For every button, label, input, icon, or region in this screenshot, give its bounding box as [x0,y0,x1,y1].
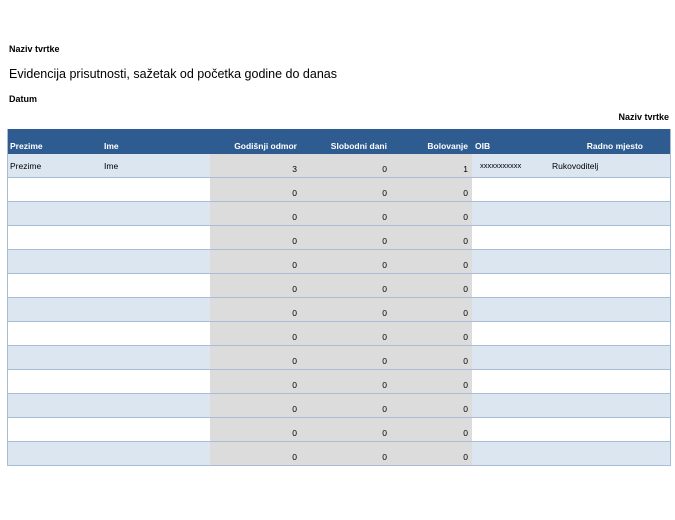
cell-slobodni-dani[interactable]: 0 [300,250,390,273]
cell-prezime[interactable] [8,178,104,201]
cell-radno-mjesto[interactable] [540,274,668,297]
cell-oib[interactable] [472,394,540,417]
cell-godisnji-odmor[interactable]: 0 [210,346,300,369]
cell-ime[interactable] [104,394,210,417]
cell-godisnji-odmor[interactable]: 0 [210,442,300,465]
cell-prezime[interactable] [8,250,104,273]
cell-godisnji-odmor[interactable]: 0 [210,418,300,441]
cell-ime[interactable] [104,250,210,273]
cell-oib[interactable] [472,202,540,225]
cell-godisnji-odmor[interactable]: 0 [210,250,300,273]
table-body [8,154,670,466]
cell-bolovanje[interactable]: 0 [390,394,472,417]
cell-slobodni-dani[interactable]: 0 [300,298,390,321]
table-row [8,154,670,178]
cell-radno-mjesto[interactable] [540,442,668,465]
table-row [8,418,670,442]
cell-oib[interactable] [472,274,540,297]
cell-radno-mjesto[interactable] [540,226,668,249]
table-row [8,322,670,346]
cell-slobodni-dani[interactable]: 0 [300,418,390,441]
cell-oib[interactable] [472,250,540,273]
cell-prezime[interactable] [8,418,104,441]
cell-godisnji-odmor[interactable]: 0 [210,298,300,321]
cell-oib[interactable] [472,370,540,393]
cell-godisnji-odmor[interactable]: 0 [210,394,300,417]
cell-slobodni-dani[interactable]: 0 [300,202,390,225]
table-row [8,394,670,418]
cell-oib[interactable] [472,298,540,321]
table-row [8,274,670,298]
table-row [8,346,670,370]
cell-ime[interactable] [104,418,210,441]
cell-ime[interactable] [104,442,210,465]
cell-slobodni-dani[interactable]: 0 [300,226,390,249]
cell-slobodni-dani[interactable]: 0 [300,178,390,201]
cell-radno-mjesto[interactable] [540,298,668,321]
column-header-ime[interactable]: Ime [104,141,119,151]
cell-radno-mjesto[interactable] [540,202,668,225]
table-row [8,202,670,226]
table-row [8,226,670,250]
cell-slobodni-dani[interactable]: 0 [300,442,390,465]
cell-radno-mjesto[interactable] [540,322,668,345]
cell-bolovanje[interactable]: 0 [390,346,472,369]
cell-prezime[interactable]: Prezime [10,160,42,171]
cell-slobodni-dani[interactable]: 0 [300,370,390,393]
cell-prezime[interactable] [8,346,104,369]
cell-godisnji-odmor[interactable]: 0 [210,178,300,201]
cell-ime[interactable]: Ime [104,160,119,171]
cell-prezime[interactable] [8,322,104,345]
cell-slobodni-dani[interactable]: 0 [300,274,390,297]
cell-ime[interactable] [104,298,210,321]
cell-godisnji-odmor[interactable]: 0 [210,370,300,393]
report-title: Evidencija prisutnosti, sažetak od početka godine do danas [9,67,337,81]
column-header-prezime[interactable]: Prezime [10,141,43,151]
column-header-radno-mjesto[interactable]: Radno mjesto [586,141,643,151]
cell-ime[interactable] [104,226,210,249]
cell-oib[interactable]: xxxxxxxxxxx [480,161,522,170]
cell-oib[interactable] [472,322,540,345]
table-row [8,442,670,466]
attendance-table [7,129,671,466]
table-row [8,298,670,322]
cell-radno-mjesto[interactable] [540,250,668,273]
cell-bolovanje[interactable]: 0 [390,298,472,321]
column-header-oib[interactable]: OIB [475,141,491,151]
cell-prezime[interactable] [8,274,104,297]
table-row [8,370,670,394]
cell-radno-mjesto[interactable] [540,418,668,441]
cell-oib[interactable] [472,346,540,369]
cell-godisnji-odmor[interactable]: 0 [210,322,300,345]
cell-oib[interactable] [472,226,540,249]
cell-slobodni-dani[interactable]: 0 [300,322,390,345]
cell-bolovanje[interactable]: 0 [390,178,472,201]
cell-radno-mjesto[interactable] [540,394,668,417]
cell-slobodni-dani[interactable]: 0 [300,346,390,369]
column-header-bolovanje[interactable]: Bolovanje [427,141,468,151]
cell-ime[interactable] [104,322,210,345]
company-name: Naziv tvrtke [9,44,60,54]
cell-oib[interactable] [472,178,540,201]
cell-oib[interactable] [472,418,540,441]
cell-ime[interactable] [104,346,210,369]
table-row [8,250,670,274]
cell-bolovanje[interactable]: 0 [390,202,472,225]
cell-oib[interactable] [472,442,540,465]
cell-bolovanje[interactable]: 1 [390,154,472,177]
cell-prezime[interactable] [8,202,104,225]
cell-godisnji-odmor[interactable]: 0 [210,202,300,225]
cell-godisnji-odmor[interactable]: 3 [210,154,300,177]
cell-radno-mjesto[interactable] [540,346,668,369]
cell-prezime[interactable] [8,298,104,321]
cell-bolovanje[interactable]: 0 [390,250,472,273]
cell-prezime[interactable] [8,442,104,465]
cell-bolovanje[interactable]: 0 [390,226,472,249]
cell-prezime[interactable] [8,370,104,393]
cell-godisnji-odmor[interactable]: 0 [210,226,300,249]
cell-radno-mjesto[interactable]: Rukovoditelj [552,160,599,171]
cell-godisnji-odmor[interactable]: 0 [210,274,300,297]
cell-slobodni-dani[interactable]: 0 [300,154,390,177]
cell-ime[interactable] [104,178,210,201]
cell-radno-mjesto[interactable] [540,178,668,201]
cell-prezime[interactable] [8,394,104,417]
column-header-godisnji-odmor[interactable]: Godišnji odmor [234,141,297,151]
cell-radno-mjesto[interactable] [540,370,668,393]
company-name-right: Naziv tvrtke [618,112,669,122]
cell-bolovanje[interactable]: 0 [390,442,472,465]
column-header-slobodni-dani[interactable]: Slobodni dani [330,141,387,151]
cell-ime[interactable] [104,274,210,297]
cell-prezime[interactable] [8,226,104,249]
date-label[interactable]: Datum [9,94,38,104]
table-header-row [8,129,670,154]
cell-bolovanje[interactable]: 0 [390,370,472,393]
cell-bolovanje[interactable]: 0 [390,322,472,345]
cell-bolovanje[interactable]: 0 [390,418,472,441]
cell-ime[interactable] [104,202,210,225]
cell-ime[interactable] [104,370,210,393]
cell-slobodni-dani[interactable]: 0 [300,394,390,417]
cell-bolovanje[interactable]: 0 [390,274,472,297]
table-row [8,178,670,202]
